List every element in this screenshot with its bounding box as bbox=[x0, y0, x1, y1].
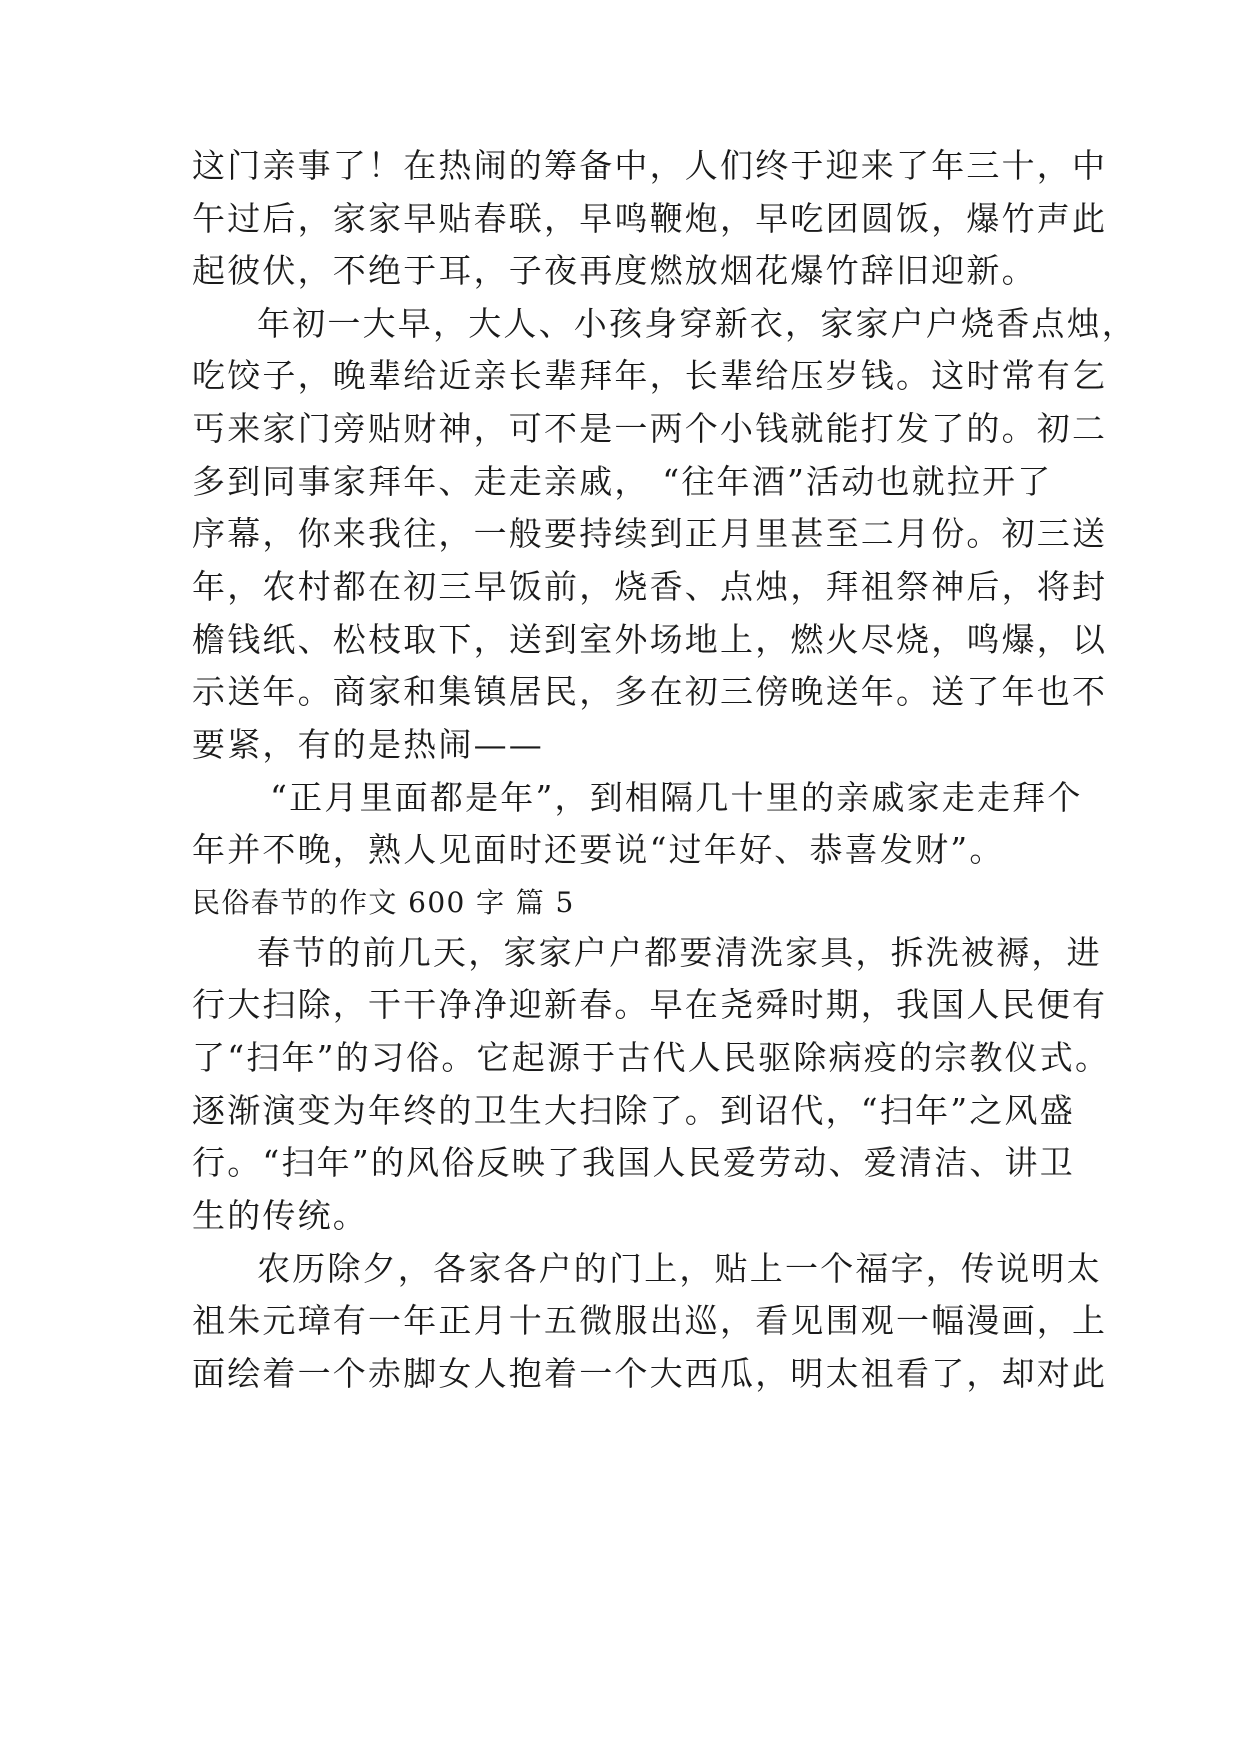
text-line: 丐来家门旁贴财神，可不是一两个小钱就能打发了的。初二 bbox=[192, 409, 1108, 448]
text-line: 逐渐演变为年终的卫生大扫除了。到诏代，“扫年”之风盛 bbox=[192, 1091, 1075, 1130]
text-line: “正月里面都是年”，到相隔几十里的亲戚家走走拜个 bbox=[270, 778, 1083, 817]
text-line: 这门亲事了！在热闹的筹备中，人们终于迎来了年三十，中 bbox=[192, 146, 1108, 185]
section-heading: 民俗春节的作文 600 字 篇 5 bbox=[192, 886, 575, 919]
text-line: 年并不晚，熟人见面时还要说“过年好、恭喜发财”。 bbox=[192, 830, 1005, 869]
text-line: 吃饺子，晚辈给近亲长辈拜年，长辈给压岁钱。这时常有乞 bbox=[192, 356, 1108, 395]
text-line: 午过后，家家早贴春联，早鸣鞭炮，早吃团圆饭，爆竹声此 bbox=[192, 199, 1108, 238]
text-line: 年，农村都在初三早饭前，烧香、点烛，拜祖祭神后，将封 bbox=[192, 567, 1108, 606]
text-line: 年初一大早，大人、小孩身穿新衣，家家户户烧香点烛， bbox=[257, 304, 1137, 343]
text-line: 起彼伏，不绝于耳，子夜再度燃放烟花爆竹辞旧迎新。 bbox=[192, 251, 1037, 290]
text-line: 行。“扫年”的风俗反映了我国人民爱劳动、爱清洁、讲卫 bbox=[192, 1143, 1075, 1182]
text-line: 多到同事家拜年、走走亲戚， “往年酒”活动也就拉开了 bbox=[192, 462, 1053, 501]
text-line: 要紧，有的是热闹—— bbox=[192, 725, 544, 764]
text-line: 示送年。商家和集镇居民，多在初三傍晚送年。送了年也不 bbox=[192, 672, 1108, 711]
text-line: 序幕，你来我往，一般要持续到正月里甚至二月份。初三送 bbox=[192, 514, 1108, 553]
text-line: 面绘着一个赤脚女人抱着一个大西瓜，明太祖看了，却对此 bbox=[192, 1354, 1108, 1393]
text-line: 祖朱元璋有一年正月十五微服出巡，看见围观一幅漫画，上 bbox=[192, 1301, 1108, 1340]
text-line: 生的传统。 bbox=[192, 1196, 368, 1235]
text-line: 檐钱纸、松枝取下，送到室外场地上，燃火尽烧，鸣爆，以 bbox=[192, 620, 1108, 659]
text-line: 了“扫年”的习俗。它起源于古代人民驱除病疫的宗教仪式。 bbox=[192, 1038, 1111, 1077]
text-line: 行大扫除，干干净净迎新春。早在尧舜时期，我国人民便有 bbox=[192, 985, 1108, 1024]
text-line: 农历除夕，各家各户的门上，贴上一个福字，传说明太 bbox=[257, 1249, 1102, 1288]
text-line: 春节的前几天，家家户户都要清洗家具，拆洗被褥，进 bbox=[257, 933, 1102, 972]
